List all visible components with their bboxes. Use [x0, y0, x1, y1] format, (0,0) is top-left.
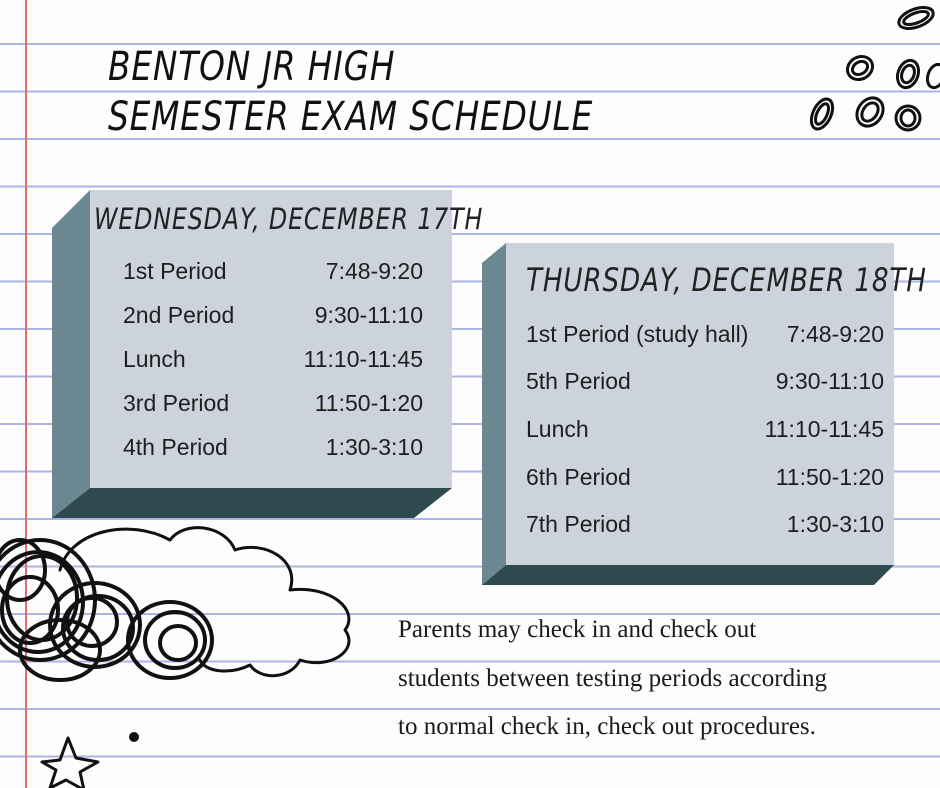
period-label: 4th Period [123, 434, 228, 460]
wednesday-schedule-card [52, 190, 484, 518]
period-label: Lunch [526, 416, 589, 442]
schedule-row [123, 346, 423, 376]
period-label: 6th Period [526, 464, 631, 490]
schedule-row [526, 511, 884, 541]
schedule-row [123, 390, 423, 420]
schedule-row [526, 416, 884, 446]
period-label: 1st Period (study hall) [526, 321, 749, 347]
schedule-row [526, 321, 884, 351]
parent-note-line-3: to normal check in, check out procedures. [398, 713, 816, 740]
schedule-row [123, 258, 423, 288]
thursday-schedule-card [482, 243, 927, 585]
schedule-row [526, 368, 884, 398]
period-time: 9:30-11:10 [775, 368, 884, 394]
school-name: BENTON JR HIGH [108, 44, 396, 90]
scribble-dots-decoration [800, 0, 940, 140]
schedule-row [123, 434, 423, 464]
period-label: 7th Period [526, 511, 631, 537]
period-label: 3rd Period [123, 390, 230, 416]
wednesday-title: WEDNESDAY, DECEMBER 17TH [94, 202, 484, 236]
period-time: 11:50-1:20 [775, 464, 884, 490]
period-label: 5th Period [526, 368, 631, 394]
period-time: 11:10-11:45 [303, 346, 423, 372]
period-time: 7:48-9:20 [325, 258, 423, 284]
scribble-cloud-doodle [0, 500, 380, 788]
period-time: 9:30-11:10 [314, 302, 423, 328]
period-label: 1st Period [123, 258, 227, 284]
thursday-title: THURSDAY, DECEMBER 18TH [526, 261, 927, 299]
period-label: 2nd Period [123, 302, 235, 328]
period-label: Lunch [123, 346, 186, 372]
parent-note-line-1: Parents may check in and check out [398, 616, 757, 643]
schedule-row [526, 464, 884, 494]
period-time: 1:30-3:10 [325, 434, 423, 460]
period-time: 11:10-11:45 [764, 416, 884, 442]
schedule-row [123, 302, 423, 332]
period-time: 11:50-1:20 [314, 390, 423, 416]
page-title: SEMESTER EXAM SCHEDULE [108, 94, 594, 140]
parent-note-line-2: students between testing periods according [398, 665, 828, 692]
period-time: 1:30-3:10 [786, 511, 884, 537]
period-time: 7:48-9:20 [786, 321, 884, 347]
